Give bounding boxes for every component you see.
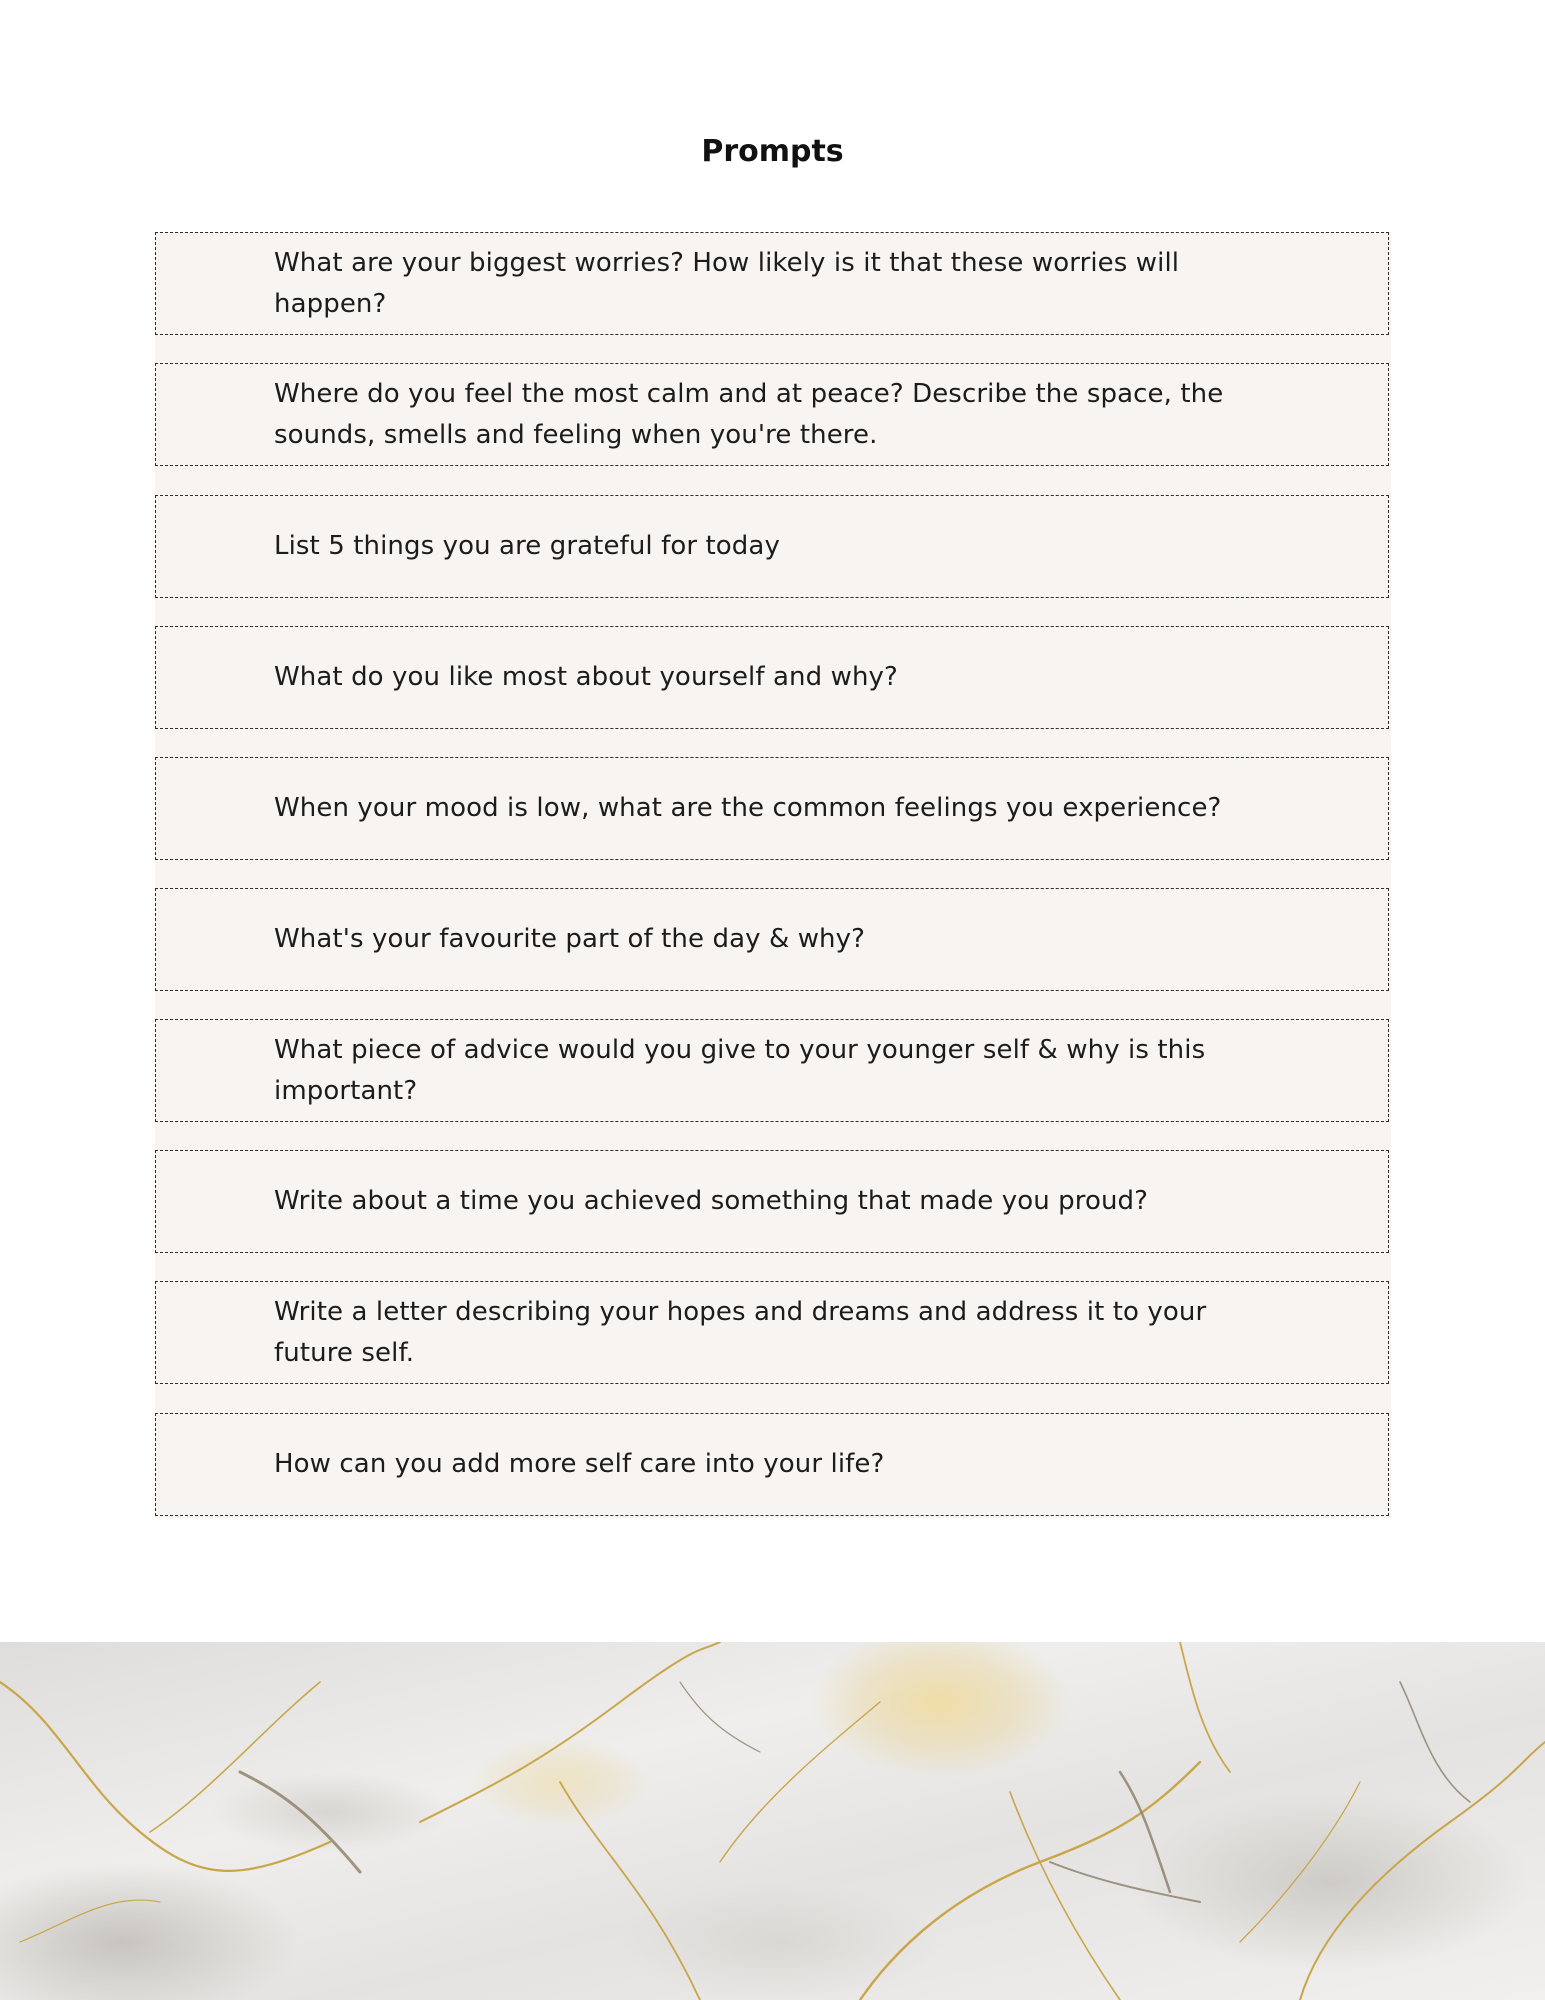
- prompt-text: What do you like most about yourself and why?: [274, 662, 898, 692]
- prompt-box: [155, 888, 1389, 991]
- prompt-text: Where do you feel the most calm and at peace? Describe the space, the sounds, smells and feeling when you're there.: [274, 378, 1224, 450]
- prompt-box: [155, 1019, 1389, 1122]
- prompt-text: Write a letter describing your hopes and dreams and address it to your future self.: [274, 1296, 1207, 1368]
- prompt-text: Write about a time you achieved something that made you proud?: [274, 1186, 1149, 1216]
- prompt-text: What are your biggest worries? How likely is it that these worries will happen?: [274, 247, 1180, 319]
- prompt-box: [155, 232, 1389, 335]
- page-title: Prompts: [701, 134, 844, 169]
- prompt-text: How can you add more self care into your life?: [274, 1449, 885, 1479]
- prompt-text: What's your favourite part of the day & why?: [274, 924, 866, 954]
- prompt-text: When your mood is low, what are the common feelings you experience?: [274, 793, 1222, 823]
- prompt-box: [155, 1150, 1389, 1253]
- marble-texture: [0, 1642, 1545, 2000]
- prompt-box: [155, 1413, 1389, 1516]
- prompt-text: List 5 things you are grateful for today: [274, 531, 780, 561]
- prompt-box: [155, 1281, 1389, 1384]
- marble-footer-image: [0, 1642, 1545, 2000]
- prompt-box: [155, 495, 1389, 598]
- prompt-box: [155, 757, 1389, 860]
- prompt-box: [155, 363, 1389, 466]
- prompt-box: [155, 626, 1389, 729]
- prompt-text: What piece of advice would you give to your younger self & why is this important?: [274, 1034, 1206, 1106]
